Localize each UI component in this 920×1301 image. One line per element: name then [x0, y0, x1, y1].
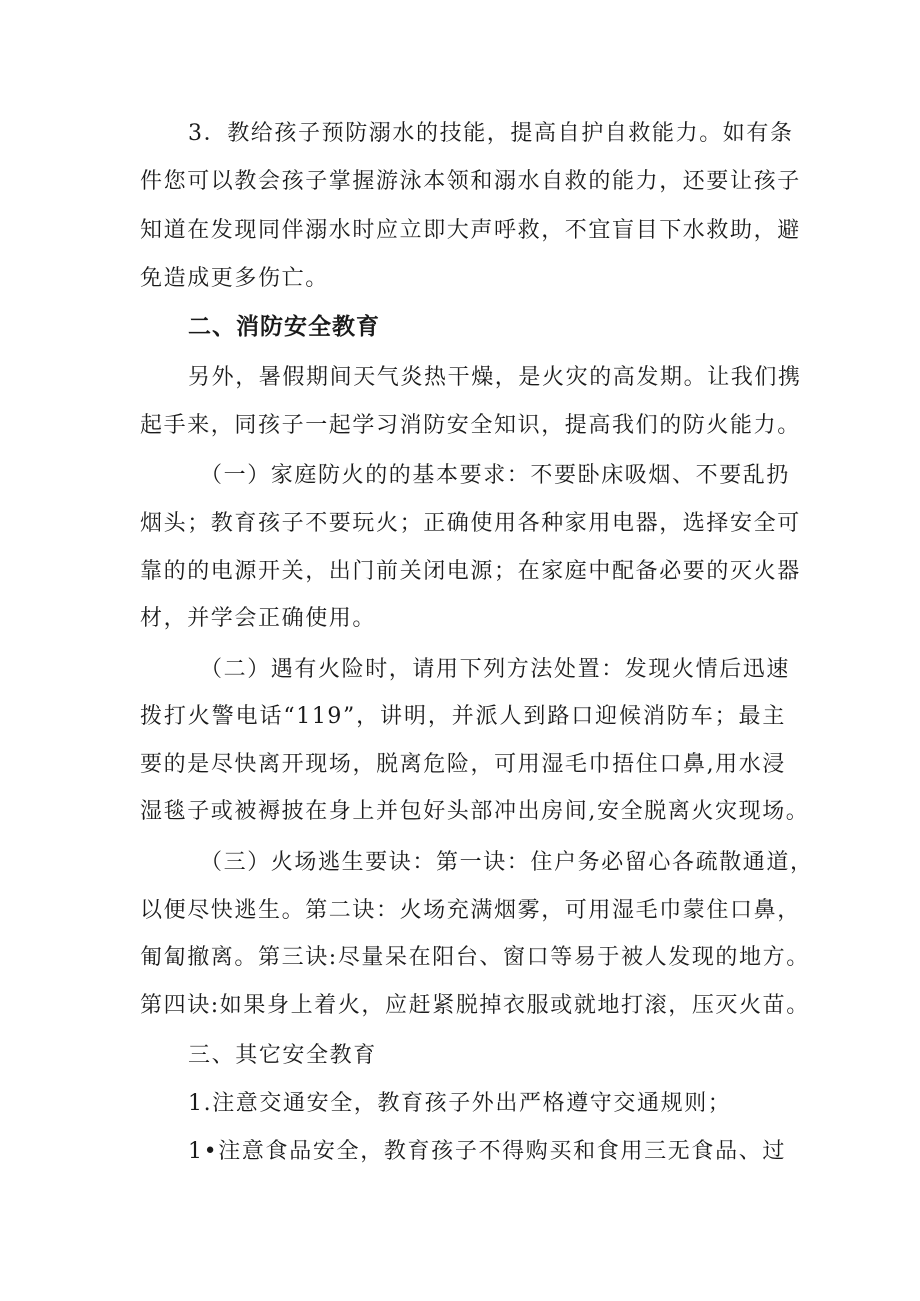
list-item: 1.注意交通安全，教育孩子外出严格遵守交通规则；	[188, 1091, 732, 1116]
paragraph-line: 起手来，同孩子一起学习消防安全知识，提高我们的防火能力。	[140, 413, 801, 438]
paragraph-line: （二）遇有火险时，请用下列方法处置：发现火情后迅速	[200, 657, 791, 682]
paragraph-line: 另外，暑假期间天气炎热干燥，是火灾的高发期。让我们携	[188, 365, 802, 390]
paragraph-line: 靠的的电源开关，出门前关闭电源；在家庭中配备必要的灭火器	[140, 559, 801, 584]
paragraph-line: 免造成更多伤亡。	[140, 266, 329, 291]
paragraph-line: 烟头；教育孩子不要玩火；正确使用各种家用电器，选择安全可	[140, 511, 801, 536]
section-heading-fire: 二、消防安全教育	[188, 314, 380, 340]
paragraph-line: 3．教给孩子预防溺水的技能，提高自护自救能力。如有条	[188, 121, 794, 146]
paragraph-line: 第四诀:如果身上着火，应赶紧脱掉衣服或就地打滚，压灭火苗。	[140, 993, 810, 1018]
paragraph-line: 材，并学会正确使用。	[140, 606, 377, 631]
section-heading-other: 三、其它安全教育	[188, 1043, 377, 1068]
paragraph-line: （三）火场逃生要诀：第一诀：住户务必留心各疏散通道，	[200, 850, 814, 875]
paragraph-line: 以便尽快逃生。第二诀：火场充满烟雾，可用湿毛巾蒙住口鼻，	[140, 898, 801, 923]
paragraph-line: 知道在发现同伴溺水时应立即大声呼救，不宜盲目下水救助，避	[140, 218, 801, 243]
paragraph-line: 件您可以教会孩子掌握游泳本领和溺水自救的能力，还要让孩子	[140, 169, 801, 194]
paragraph-line: 拨打火警电话“119”，讲明，并派人到路口迎候消防车；最主	[140, 704, 786, 729]
paragraph-line: 要的是尽快离开现场，脱离危险，可用湿毛巾捂住口鼻,用水浸	[140, 752, 786, 777]
list-item: 1•注意食品安全，教育孩子不得购买和食用三无食品、过	[188, 1139, 786, 1164]
paragraph-line: 湿毯子或被褥披在身上并包好头部冲出房间,安全脱离火灾现场。	[140, 799, 810, 824]
paragraph-line: （一）家庭防火的的基本要求：不要卧床吸烟、不要乱扔	[200, 463, 791, 488]
paragraph-line: 匍匐撤离。第三诀:尽量呆在阳台、窗口等易于被人发现的地方。	[140, 945, 810, 970]
